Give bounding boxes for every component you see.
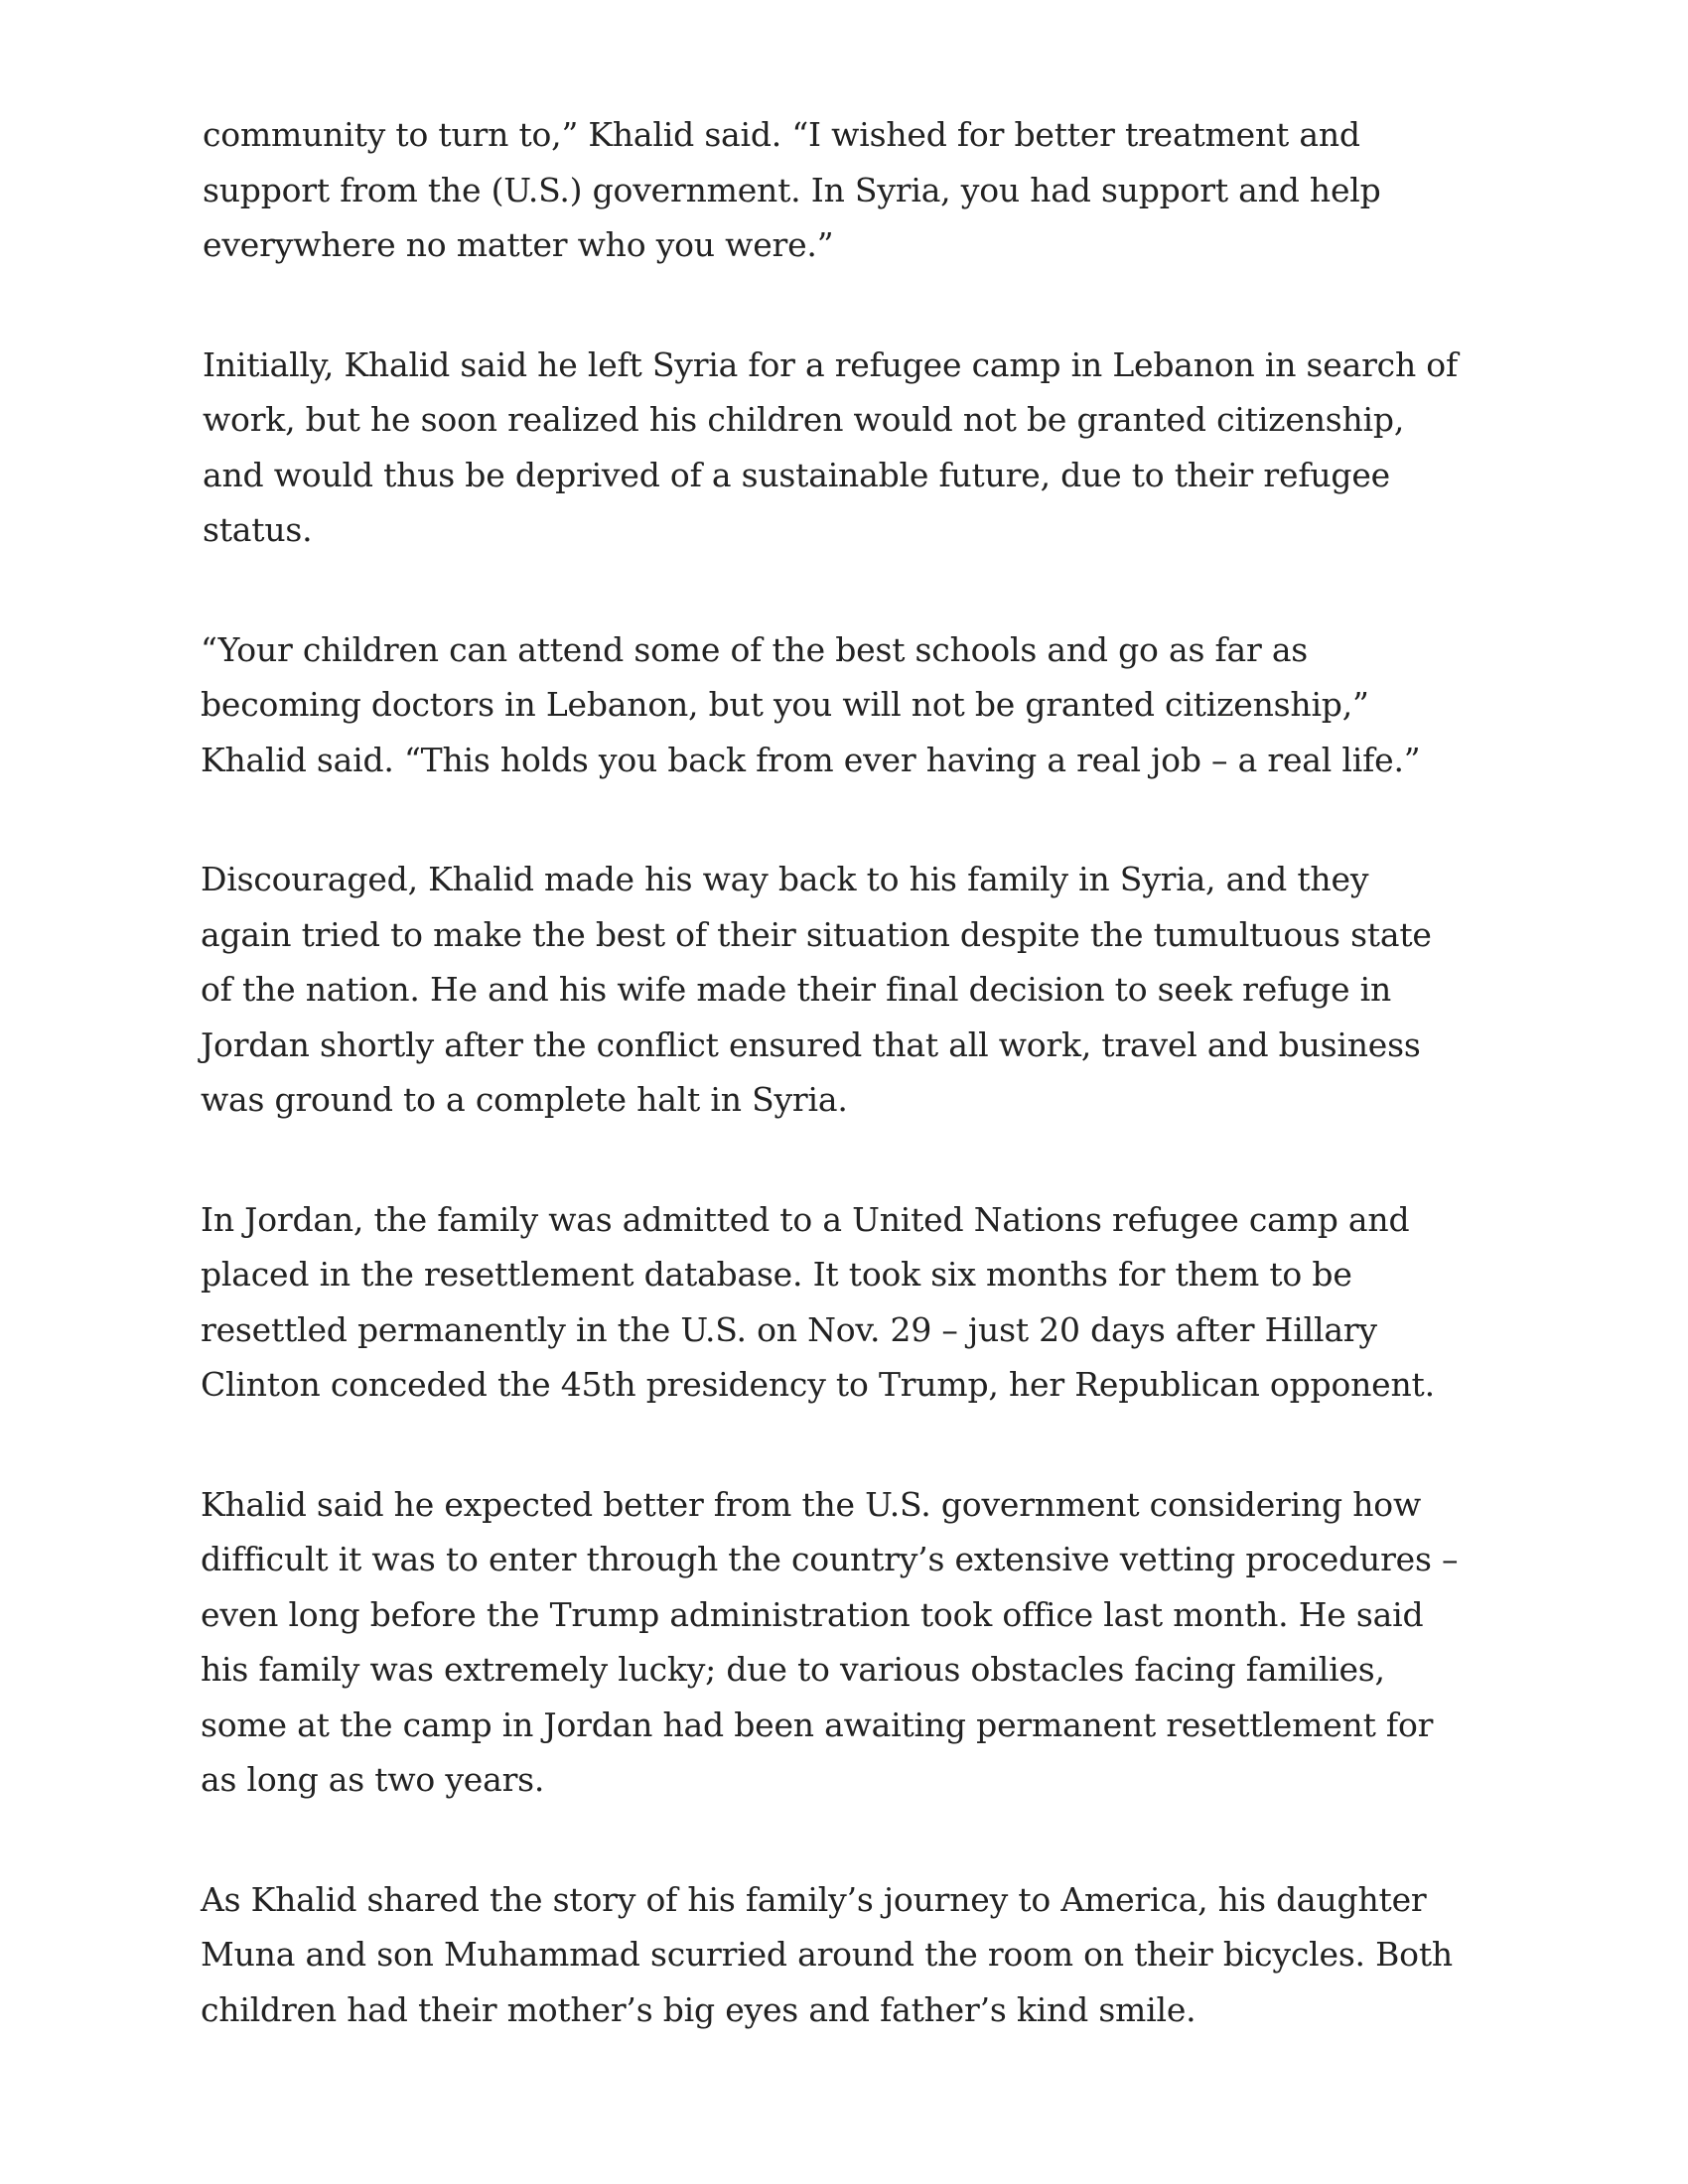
article-paragraph: Initially, Khalid said he left Syria for a refugee camp in Lebanon in search of work, but he soon realized his children would not be granted citizenship, and would thus be deprived of a sustainable future, due to their refugee status.	[203, 344, 1458, 549]
article-paragraph: community to turn to,” Khalid said. “I wished for better treatment and support from the (U.S.) government. In Syria, you had support and help everywhere no matter who you were.”	[203, 115, 1381, 264]
article-paragraph: Khalid said he expected better from the U.S. government considering how difficult it was to enter through the country’s extensive vetting procedures – even long before the Trump administration took office last month. He said his family was extremely lucky; due to various obstacles facing families, some at the camp in Jordan had been awaiting permanent resettlement for as long as two years.	[201, 1484, 1459, 1799]
article-paragraph: In Jordan, the family was admitted to a United Nations refugee camp and placed in the resettlement database. It took six months for them to be resettled permanently in the U.S. on Nov. 29 – just 20 days after Hillary Clinton conceded the 45th presidency to Trump, her Republican opponent.	[201, 1199, 1435, 1404]
article-paragraph: Discouraged, Khalid made his way back to his family in Syria, and they again tried to make the best of their situation despite the tumultuous state of the nation. He and his wife made their final decision to seek refuge in Jordan shortly after the conflict ensured that all work, travel and business was ground to a complete halt in Syria.	[201, 860, 1432, 1119]
article-paragraph: As Khalid shared the story of his family’s journey to America, his daughter Muna and son Muhammad scurried around the room on their bicycles. Both children had their mother’s big eyes and father’s kind smile.	[201, 1879, 1453, 2029]
article-body	[201, 107, 1462, 2102]
article-paragraph: “Your children can attend some of the best schools and go as far as becoming doctors in Lebanon, but you will not be granted citizenship,” Khalid said. “This holds you back from ever having a real job – a real life.”	[201, 629, 1421, 779]
